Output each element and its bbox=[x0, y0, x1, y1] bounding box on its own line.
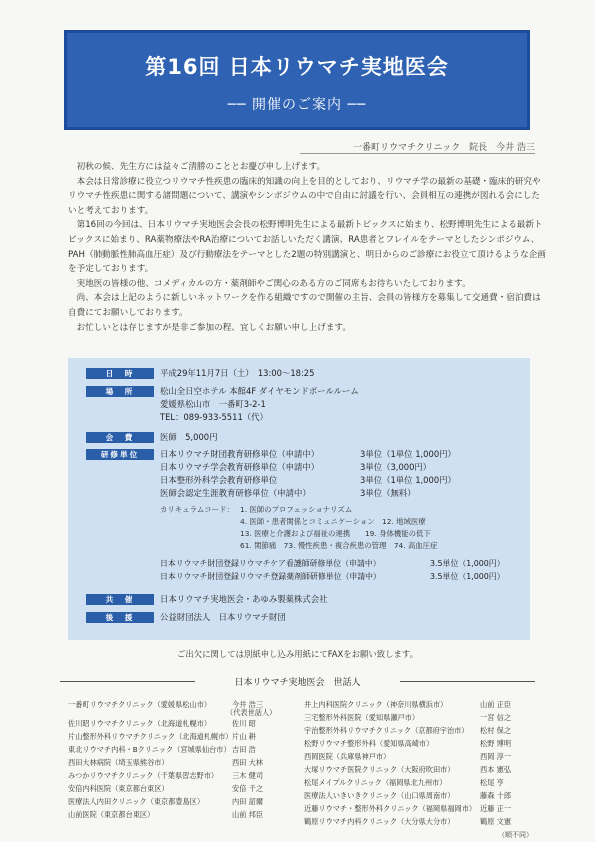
fee-value: 医師 5,000円 bbox=[160, 432, 218, 442]
member-name: 三木 健司 bbox=[232, 771, 264, 780]
member-name: 一宮 信之 bbox=[480, 713, 512, 722]
member-name: 鶴原 文憲 bbox=[480, 817, 512, 826]
organizers-heading bbox=[60, 675, 535, 687]
member-name: 松村 保之 bbox=[480, 726, 512, 735]
credit-unit: 3単位（無料） bbox=[360, 488, 416, 498]
body-paragraph: 第16回の今回は、日本リウマチ実地医会会長の松野博明先生による最新トピックスに始まり、松野博明先生による最新トピックスに始まり、RA薬物療法やRA治療についてお話しいただく講演、RA患者とフレイルをテーマとしたシンポジウム、PAH（肺動脈性肺高血圧症）及び行動療法をテーマとした2題の特別講演と、明日からのご診療にお役立て頂けるような企画を予定しております。 bbox=[68, 220, 546, 275]
place-line: 愛媛県松山市 一番町3-2-1 bbox=[160, 399, 266, 409]
member-clinic: 井上内科医院クリニック（神奈川県横浜市） bbox=[304, 700, 448, 709]
member-clinic: 医療法人いきいきクリニック（山口県周南市） bbox=[304, 791, 455, 800]
member-clinic: 山前医院（東京都台東区） bbox=[68, 810, 155, 819]
care-credit-name: 日本リウマチ財団登録リウマチケア看護師研修単位（申請中） bbox=[160, 559, 381, 568]
member-name: 吉田 浩 bbox=[232, 745, 256, 754]
page-title: 第16回 日本リウマチ実地医会 bbox=[145, 55, 449, 79]
curriculum-line: 4. 医師・患者関係とコミュニケーション 12. 地域医療 bbox=[240, 517, 426, 526]
member-clinic: 東北リウマチ内科・Bクリニック（宮城県仙台市） bbox=[68, 745, 231, 754]
event-info-box bbox=[68, 358, 530, 640]
place-line: 松山全日空ホテル 本館4F ダイヤモンドボールルーム bbox=[160, 386, 359, 396]
member-clinic: 西岡医院（兵庫県神戸市） bbox=[304, 752, 391, 761]
body-paragraph: 本会は日常診療に役立つリウマチ性疾患の臨床的知識の向上を目的としており、リウマチ学の最新の基礎・臨床的研究やリウマチ性疾患に関する諸問題について、講演やシンポジウムの中で自由に討議を行い、会員相互の連携が図れる会にしたいと考えております。 bbox=[68, 176, 541, 216]
invitation-body bbox=[68, 160, 548, 335]
member-name: 西田 大林 bbox=[232, 758, 264, 767]
credit-unit: 3単位（3,000円） bbox=[360, 462, 432, 472]
member-clinic: 宇治整形外科リウマチクリニック（京都府宇治市） bbox=[304, 726, 469, 735]
member-clinic: 佐川昭リウマチクリニック（北海道札幌市） bbox=[68, 719, 212, 728]
member-clinic: 松野リウマチ整形外科（愛知県高崎市） bbox=[304, 739, 434, 748]
support-value: 公益財団法人 日本リウマチ財団 bbox=[160, 612, 286, 622]
curriculum-line: 1. 医師のプロフェッショナリズム bbox=[240, 505, 353, 514]
fax-note: ご出欠に関しては別紙申し込み用紙にてFAXをお願い致します。 bbox=[177, 649, 418, 659]
member-name: 今井 浩三 bbox=[232, 700, 264, 709]
member-name: 西岡 淳一 bbox=[480, 752, 512, 761]
member-clinic: 大塚リウマチ医院クリニック（大阪府吹田市） bbox=[304, 765, 455, 774]
member-clinic: 一番町リウマチクリニック（愛媛県松山市） bbox=[68, 700, 212, 709]
credit-unit: 3単位（1単位 1,000円） bbox=[360, 475, 456, 485]
credit-name: 日本リウマチ財団教育研修単位（申請中） bbox=[160, 449, 320, 459]
page-subtitle: ── 開催のご案内 ── bbox=[227, 97, 367, 113]
member-role: （代表世話人） bbox=[226, 708, 277, 717]
member-name: 安倍 千之 bbox=[232, 784, 264, 793]
divider bbox=[300, 153, 535, 154]
member-name: 山前 邦臣 bbox=[232, 810, 264, 819]
care-credit-name: 日本リウマチ財団登録リウマチ登録薬剤師研修単位（申請中） bbox=[160, 572, 381, 581]
cohost-label: 共 催 bbox=[86, 594, 154, 605]
place-label: 場 所 bbox=[86, 386, 154, 397]
care-credit-unit: 3.5単位（1,000円） bbox=[430, 572, 505, 581]
member-name: 佐川 昭 bbox=[232, 719, 256, 728]
member-clinic: みつかリウマチクリニック（千葉県習志野市） bbox=[68, 771, 219, 780]
credit-unit: 3単位（1単位 1,000円） bbox=[360, 449, 456, 459]
care-credit-unit: 3.5単位（1,000円） bbox=[430, 559, 505, 568]
date-value: 平成29年11月7日（土） 13:00～18:25 bbox=[160, 368, 315, 378]
header-banner bbox=[64, 30, 530, 130]
body-paragraph: 尚、本会は上記のように新しいネットワークを作る組織ですので開催の主旨、会員の皆様方を募集して交通費・宿泊費は自費にてお願いしております。 bbox=[68, 293, 541, 318]
member-clinic: 三宅整形外科医院（愛知県瀬戸市） bbox=[304, 713, 420, 722]
member-clinic: 鶴原リウマチ内科クリニック（大分県大分市） bbox=[304, 817, 455, 826]
member-clinic: 近藤リウマチ・整形外科クリニック（福岡県福岡市） bbox=[304, 804, 477, 813]
body-paragraph: お忙しいとは存じますが是非ご参加の程、宜しくお願い申し上げます。 bbox=[76, 322, 351, 333]
member-clinic: 西田大林病院（埼玉県熊谷市） bbox=[68, 758, 169, 767]
member-name: 近藤 正一 bbox=[480, 804, 512, 813]
credit-name: 日本整形外科学会教育研修単位 bbox=[160, 475, 278, 485]
body-paragraph: 実地医の皆様の他、コメディカルの方・薬剤師やご関心のある方のご同席もお待ちいたしております。 bbox=[76, 278, 471, 289]
fee-label: 会 費 bbox=[86, 432, 154, 443]
member-name: 山前 正臣 bbox=[480, 700, 512, 709]
member-clinic: 松尾メイプルクリニック（福岡県北九州市） bbox=[304, 778, 447, 787]
curriculum-label: カリキュラムコード： bbox=[160, 505, 234, 514]
cohost-value: 日本リウマチ実地医会・あゆみ製薬株式会社 bbox=[160, 594, 328, 604]
curriculum-line: 61. 関節痛 73. 慢性疾患・複合疾患の管理 74. 高血圧症 bbox=[240, 541, 438, 550]
body-paragraph: 初秋の候、先生方には益々ご清勝のこととお慶び申し上げます。 bbox=[76, 162, 326, 172]
order-note: （順不同） bbox=[498, 831, 533, 839]
member-name: 内田 詔爾 bbox=[232, 797, 264, 806]
support-label: 後 援 bbox=[86, 612, 154, 623]
member-name: 片山 耕 bbox=[232, 732, 256, 741]
member-name: 西本 憲弘 bbox=[480, 765, 512, 774]
member-clinic: 片山整形外科リウマチクリニック（北海道札幌市） bbox=[68, 732, 233, 741]
credit-name: 日本リウマチ学会教育研修単位（申請中） bbox=[160, 462, 320, 472]
member-clinic: 医療法人内田クリニック（東京都豊島区） bbox=[68, 797, 205, 806]
organizers-title: 日本リウマチ実地医会 世話人 bbox=[234, 678, 361, 688]
sender-line: 一番町リウマチクリニック 院長 今井 浩三 bbox=[353, 143, 535, 153]
curriculum-line: 13. 医療と介護および福祉の連携 19. 身体機能の低下 bbox=[240, 529, 431, 538]
date-label: 日 時 bbox=[86, 368, 154, 379]
divider bbox=[400, 681, 535, 682]
place-line: TEL：089-933-5511（代） bbox=[160, 412, 268, 422]
credit-name: 医師会認定生涯教育研修単位（申請中） bbox=[160, 488, 311, 498]
member-name: 松尾 亨 bbox=[480, 778, 504, 787]
member-name: 藤森 十郎 bbox=[480, 791, 512, 800]
credit-label: 研修単位 bbox=[86, 449, 154, 460]
member-name: 松野 博明 bbox=[480, 739, 512, 748]
member-clinic: 安倍内科医院（東京都台東区） bbox=[68, 784, 169, 793]
